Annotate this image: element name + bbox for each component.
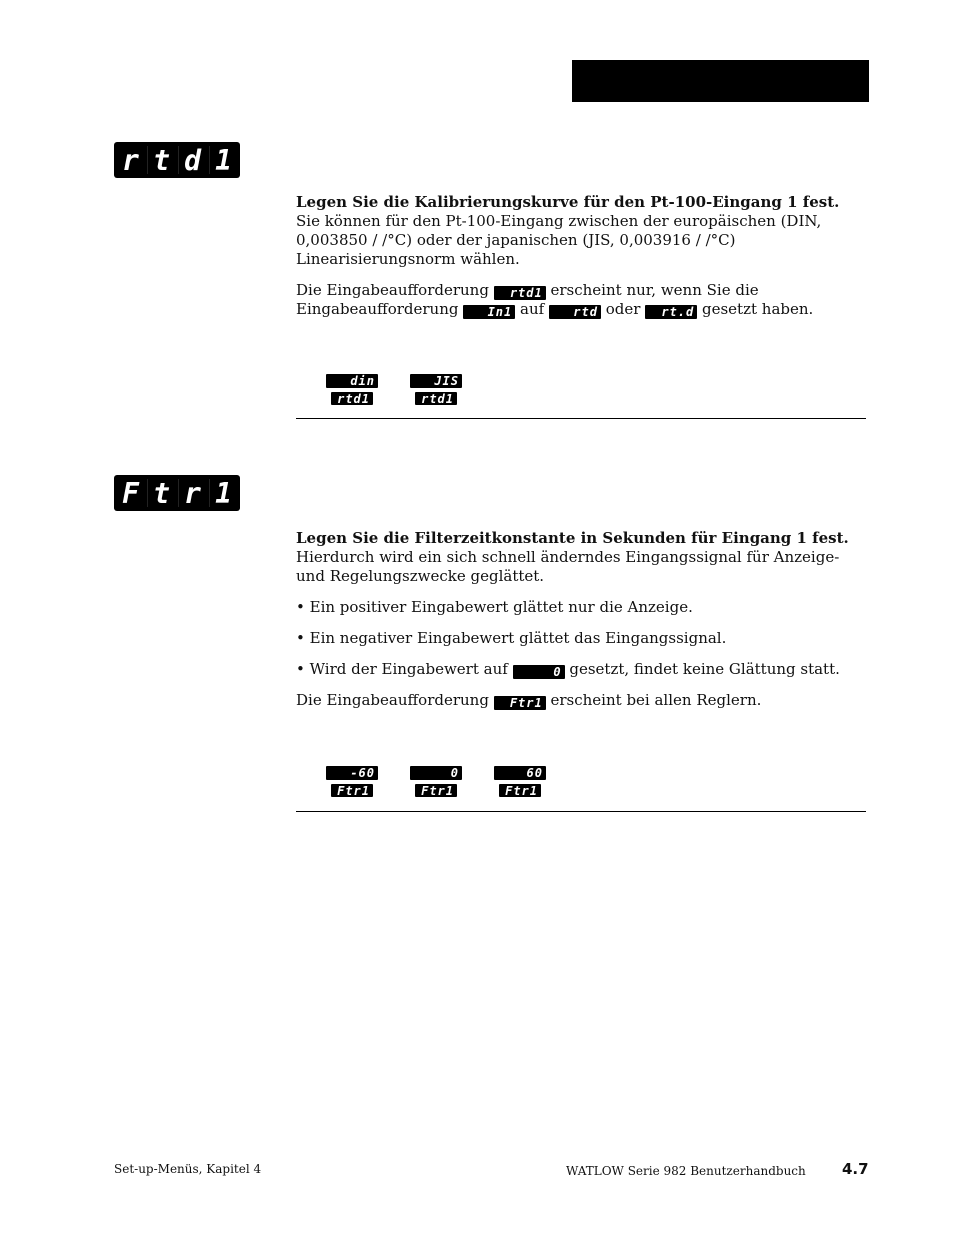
- lcd-text: In1: [487, 305, 513, 319]
- section-divider: [296, 811, 866, 812]
- section2-options: [326, 766, 546, 797]
- header-bar: [572, 60, 869, 102]
- lcd-text: rt.d: [661, 305, 695, 319]
- option-din: [326, 374, 378, 405]
- section1-para2-b: erscheint nur, wenn Sie die Eingabeaufforderung: [296, 281, 759, 318]
- option-value-lcd: [326, 766, 378, 780]
- section1-para1: [296, 193, 856, 269]
- lcd-rtd: [549, 305, 601, 319]
- ftr1-display: [114, 475, 240, 511]
- option-minus-60: [326, 766, 378, 797]
- option-jis: [410, 374, 462, 405]
- bullet3-a: • Wird der Eingabewert auf: [296, 660, 508, 678]
- section1-para2-c: auf: [520, 300, 545, 318]
- section1-options: [326, 374, 462, 405]
- section1-para1-rest: Sie können für den Pt-100-Eingang zwischen der europäischen (DIN, 0,003850 / /°C) oder der japanischen (JIS, 0,003916 / /°C) Linearisierungsnorm wählen.: [296, 212, 822, 268]
- option-60: [494, 766, 546, 797]
- option-value: din: [350, 374, 375, 388]
- option-value: JIS: [434, 374, 459, 388]
- option-label-lcd: [415, 784, 457, 797]
- display-digit: d: [178, 146, 206, 174]
- lcd-text: Ftr1: [509, 696, 543, 710]
- option-label-lcd: [499, 784, 541, 797]
- option-value: 0: [450, 766, 459, 780]
- section1-para2-d: oder: [605, 300, 641, 318]
- display-digit: t: [147, 479, 175, 507]
- section1-text: [296, 193, 856, 331]
- section2-text: [296, 529, 856, 722]
- display-digit: r: [117, 146, 144, 174]
- option-value-lcd: [410, 374, 462, 388]
- section2-para1: [296, 529, 856, 586]
- bullet3-b: gesetzt, findet keine Glättung statt.: [569, 660, 840, 678]
- section2-para2-a: Die Eingabeaufforderung: [296, 691, 489, 709]
- bullet-item: • Ein positiver Eingabewert glättet nur die Anzeige.: [296, 598, 693, 616]
- section-divider: [296, 418, 866, 419]
- lcd-zero: [513, 665, 565, 679]
- option-value-lcd: [326, 374, 378, 388]
- footer-chapter: Set-up-Menüs, Kapitel 4: [114, 1162, 262, 1176]
- lcd-rtdd: [645, 305, 697, 319]
- option-label: Ftr1: [337, 783, 370, 798]
- display-digit: F: [117, 479, 144, 507]
- section2-para2: [296, 691, 856, 710]
- option-value-lcd: [494, 766, 546, 780]
- section2-para1-rest: Hierdurch wird ein sich schnell änderndes Eingangssignal für Anzeige- und Regelungszwecke geglättet.: [296, 548, 840, 585]
- option-label-lcd: [331, 392, 373, 405]
- lcd-in1: [463, 305, 515, 319]
- lcd-rtd1: [494, 286, 546, 300]
- footer-manual-title: WATLOW Serie 982 Benutzerhandbuch: [566, 1164, 806, 1178]
- page-number: 4.7: [842, 1160, 869, 1178]
- option-value: 60: [526, 766, 543, 780]
- section1-para2-a: Die Eingabeaufforderung: [296, 281, 489, 299]
- lcd-ftr1: [494, 696, 546, 710]
- option-value-lcd: [410, 766, 462, 780]
- section1-para2: [296, 281, 856, 319]
- section1-para2-e: gesetzt haben.: [702, 300, 814, 318]
- display-digit: t: [147, 146, 175, 174]
- section1-para1-bold: Legen Sie die Kalibrierungskurve für den Pt-100-Eingang 1 fest.: [296, 193, 840, 211]
- bullet-item: [296, 660, 856, 679]
- option-label: Ftr1: [505, 783, 538, 798]
- lcd-text: rtd1: [509, 286, 543, 300]
- option-label-lcd: [331, 784, 373, 797]
- display-digit: r: [178, 479, 206, 507]
- option-label-lcd: [415, 392, 457, 405]
- section2-para1-bold: Legen Sie die Filterzeitkonstante in Sekunden für Eingang 1 fest.: [296, 529, 849, 547]
- section2-para2-b: erscheint bei allen Reglern.: [550, 691, 762, 709]
- option-value: -60: [350, 766, 375, 780]
- lcd-text: rtd: [573, 305, 598, 319]
- bullet-item: • Ein negativer Eingabewert glättet das Eingangssignal.: [296, 629, 727, 647]
- rtd1-display: [114, 142, 240, 178]
- option-label: Ftr1: [421, 783, 454, 798]
- option-label: rtd1: [421, 391, 454, 406]
- display-digit: 1: [209, 146, 237, 174]
- lcd-text: 0: [553, 665, 562, 679]
- display-digit: 1: [209, 479, 237, 507]
- option-label: rtd1: [337, 391, 370, 406]
- option-0: [410, 766, 462, 797]
